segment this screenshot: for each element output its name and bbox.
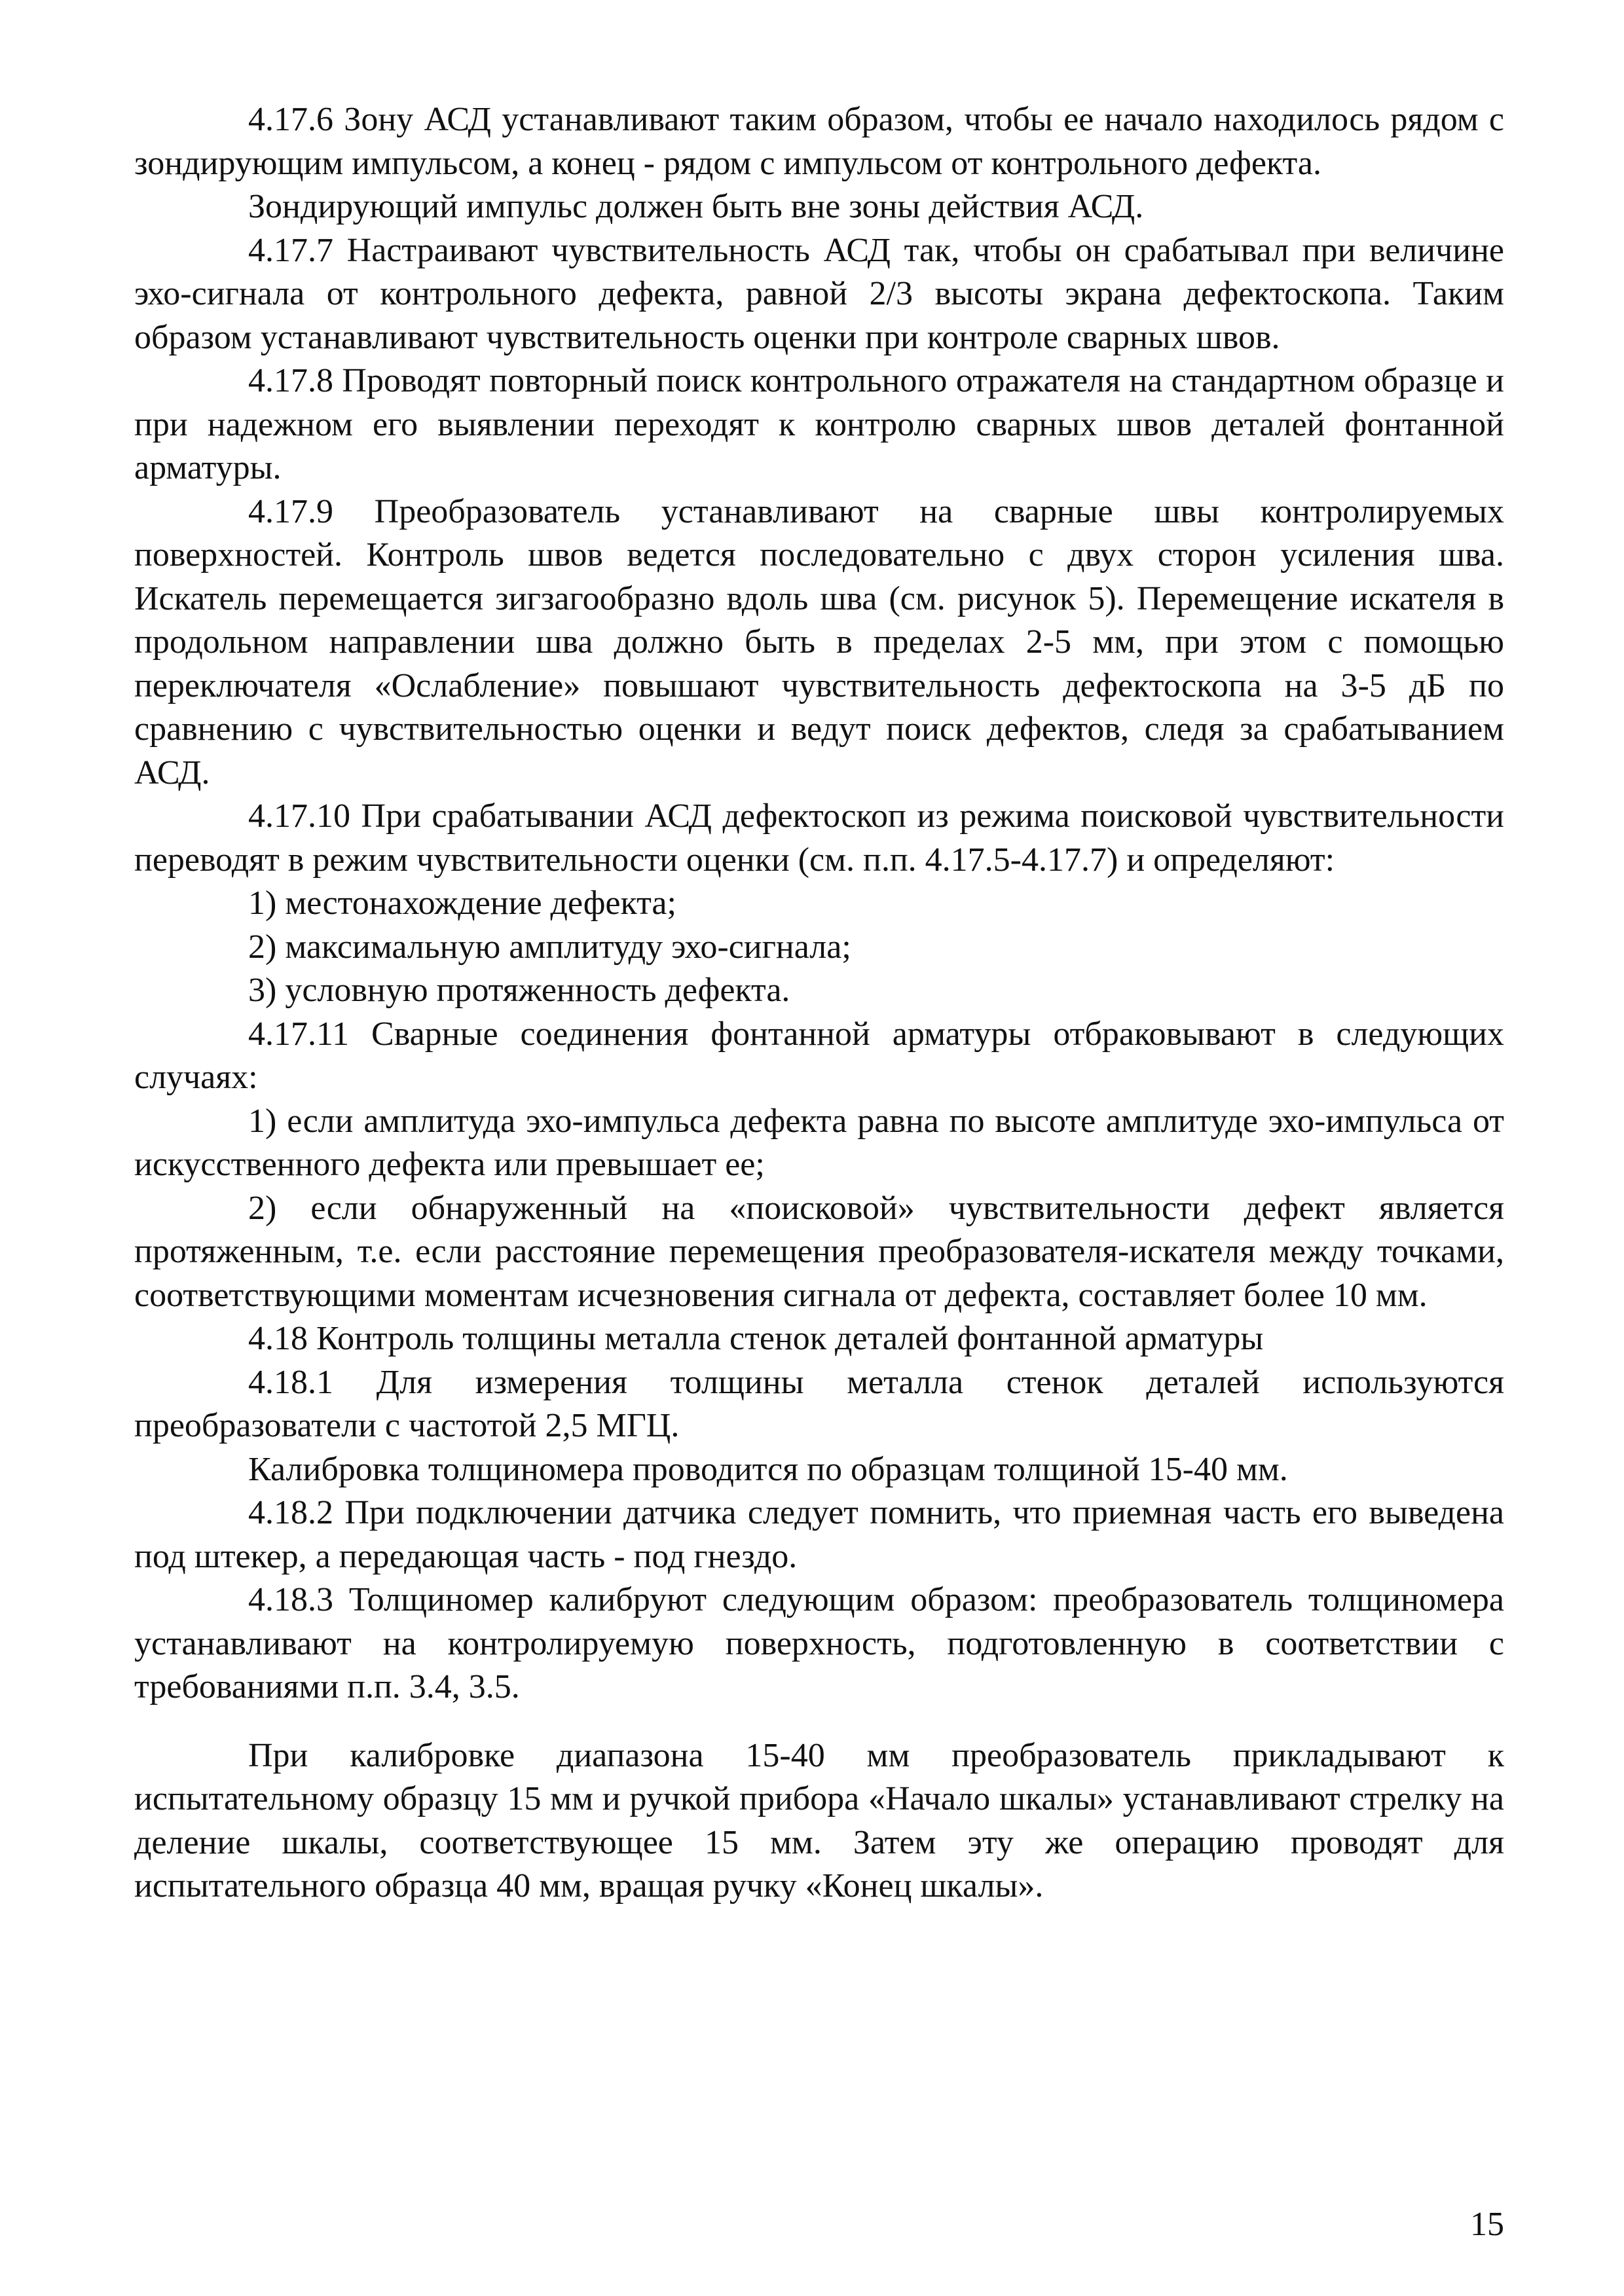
list-item-max-amplitude: 2) максимальную амплитуду эхо-сигнала;	[248, 928, 851, 966]
section-heading-4-18: 4.18 Контроль толщины металла стенок деталей фонтанной арматуры	[248, 1320, 1264, 1357]
list-item-reject-extended: 2) если обнаруженный на «поисковой» чувствительности дефект является протяженным, т.е. если расстояние перемещения преобразователя-искателя между точками, соответствующими моментам исчезновения сигнала от дефекта, составляет более 10 мм.	[134, 1189, 1504, 1314]
list-item-defect-length: 3) условную протяженность дефекта.	[248, 972, 790, 1009]
paragraph-4-17-10: 4.17.10 При срабатывании АСД дефектоскоп из режима поисковой чувствительности переводят в режим чувствительности оценки (см. п.п. 4.17.5-4.17.7) и определяют:	[134, 797, 1504, 879]
paragraph-4-17-11: 4.17.11 Сварные соединения фонтанной арматуры отбраковывают в следующих случаях:	[134, 1015, 1504, 1096]
list-item-defect-location: 1) местонахождение дефекта;	[248, 884, 676, 922]
paragraph-4-18-3: 4.18.3 Толщиномер калибруют следующим образом: преобразователь толщиномера устанавливают на контролируемую поверхность, подготовленную в соответствии с требованиями п.п. 3.4, 3.5.	[134, 1581, 1504, 1705]
paragraph-range-calibration: При калибровке диапазона 15-40 мм преобразователь прикладывают к испытательному образцу 15 мм и ручкой прибора «Начало шкалы» устанавливают стрелку на деление шкалы, соответствующее 15 мм. Затем эту же операцию проводят для испытательного образца 40 мм, вращая ручку «Конец шкалы».	[134, 1736, 1504, 1904]
paragraph-4-17-9: 4.17.9 Преобразователь устанавливают на сварные швы контролируемых поверхностей. Контроль швов ведется последовательно с двух сторон усиления шва. Искатель перемещается зигзагообразно вдоль шва (см. рисунок 5). Перемещение искателя в продольном направлении шва должно быть в пределах 2-5 мм, при этом с помощью переключателя «Ослабление» повышают чувствительность дефектоскопа на 3-5 дБ по сравнению с чувствительностью оценки и ведут поиск дефектов, следя за срабатыванием АСД.	[134, 492, 1504, 792]
page-number: 15	[1470, 2206, 1504, 2243]
list-item-reject-amplitude: 1) если амплитуда эхо-импульса дефекта равна по высоте амплитуде эхо-импульса от искусственного дефекта или превышает ее;	[134, 1102, 1504, 1183]
paragraph-4-17-8: 4.17.8 Проводят повторный поиск контрольного отражателя на стандартном образце и при надежном его выявлении переходят к контролю сварных швов деталей фонтанной арматуры.	[134, 362, 1504, 486]
document-body	[134, 98, 1504, 1908]
paragraph-calibration-samples: Калибровка толщиномера проводится по образцам толщиной 15-40 мм.	[248, 1450, 1288, 1488]
paragraph-4-17-7: 4.17.7 Настраивают чувствительность АСД так, чтобы он срабатывал при величине эхо-сигнала от контрольного дефекта, равной 2/3 высоты экрана дефектоскопа. Таким образом устанавливают чувствительность оценки при контроле сварных швов.	[134, 231, 1504, 356]
paragraph-4-18-1: 4.18.1 Для измерения толщины металла стенок деталей используются преобразователи с частотой 2,5 МГЦ.	[134, 1363, 1504, 1444]
paragraph-probe-pulse-note: Зондирующий импульс должен быть вне зоны действия АСД.	[248, 188, 1144, 225]
paragraph-4-17-6: 4.17.6 Зону АСД устанавливают таким образом, чтобы ее начало находилось рядом с зондирующим импульсом, а конец - рядом с импульсом от контрольного дефекта.	[134, 101, 1504, 182]
paragraph-4-18-2: 4.18.2 При подключении датчика следует помнить, что приемная часть его выведена под штекер, а передающая часть - под гнездо.	[134, 1494, 1504, 1575]
